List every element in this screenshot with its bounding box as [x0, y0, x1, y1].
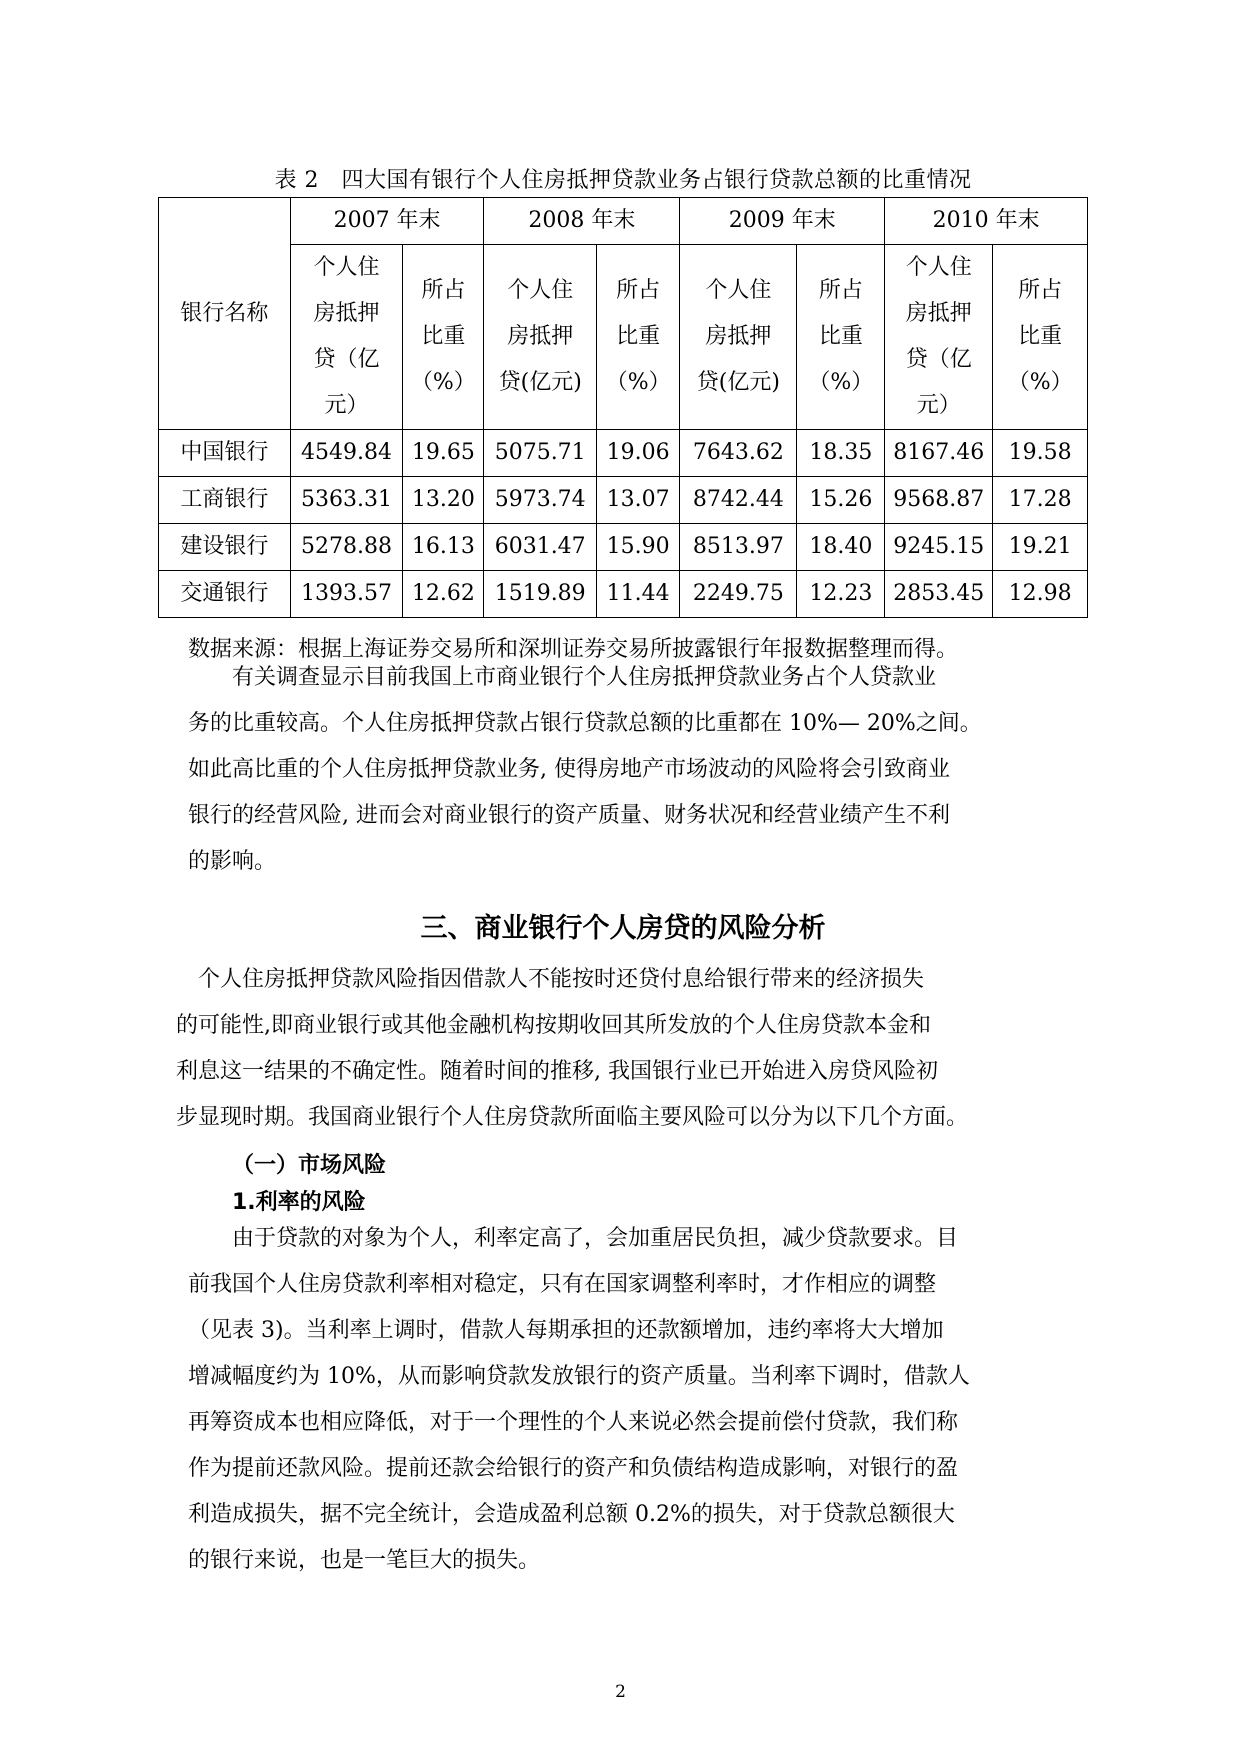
loan-amount-cell: 9245.15 — [885, 524, 993, 571]
subheading-market-risk: （一）市场风险 — [232, 1153, 387, 1178]
loan-amount-header — [484, 245, 597, 430]
paragraph-line: 利造成损失，据不完全统计，会造成盈利总额 0.2%的损失，对于贷款总额很大 — [188, 1502, 955, 1527]
header-line: 元） — [324, 393, 369, 418]
table-row — [159, 477, 1088, 524]
paragraph-line: 务的比重较高。个人住房抵押贷款占银行贷款总额的比重都在 10%— 20%之间。 — [188, 711, 982, 736]
share-cell: 13.20 — [403, 477, 484, 524]
paragraph-line: 再筹资成本也相应降低，对于一个理性的个人来说必然会提前偿付贷款，我们称 — [188, 1410, 959, 1435]
header-line: （%） — [808, 370, 874, 395]
source-note: 数据来源：根据上海证券交易所和深圳证券交易所披露银行年报数据整理而得。 — [188, 637, 959, 662]
share-cell: 19.06 — [597, 430, 680, 477]
header-line: （%） — [410, 370, 476, 395]
header-line: （%） — [1007, 370, 1073, 395]
table-caption: 表 2 四大国有银行个人住房抵押贷款业务占银行贷款总额的比重情况 — [274, 168, 972, 193]
table-row — [159, 524, 1088, 571]
share-cell: 12.23 — [797, 571, 885, 618]
share-cell: 18.35 — [797, 430, 885, 477]
header-line: 所占 — [818, 278, 863, 303]
paragraph-line: 的影响。 — [188, 849, 277, 874]
header-line: 所占 — [616, 278, 661, 303]
header-line: 元） — [916, 393, 961, 418]
loan-amount-header — [290, 245, 403, 430]
share-header — [993, 245, 1088, 430]
header-line: 所占 — [1018, 278, 1063, 303]
table-body — [159, 430, 1088, 618]
bank-name-cell: 建设银行 — [159, 524, 291, 571]
bank-name-cell: 中国银行 — [159, 430, 291, 477]
header-line: 房抵押 — [507, 324, 574, 349]
loan-amount-cell: 8513.97 — [680, 524, 797, 571]
header-line: 比重 — [818, 324, 863, 349]
header-line: 房抵押 — [905, 301, 972, 326]
share-header — [403, 245, 484, 430]
loan-amount-header — [885, 245, 993, 430]
bank-mortgage-table — [158, 197, 1088, 618]
paragraph-3 — [188, 1216, 1058, 1584]
header-line: 贷（亿 — [313, 347, 380, 372]
section-title: 三、商业银行个人房贷的风险分析 — [420, 913, 826, 944]
share-cell: 13.07 — [597, 477, 680, 524]
table-row — [159, 571, 1088, 618]
paragraph-2 — [176, 957, 1058, 1141]
share-cell: 16.13 — [403, 524, 484, 571]
paragraph-line: （见表 3)。当利率上调时，借款人每期承担的还款额增加，违约率将大大增加 — [188, 1318, 944, 1343]
loan-amount-cell: 2853.45 — [885, 571, 993, 618]
paragraph-line: 作为提前还款风险。提前还款会给银行的资产和负债结构造成影响，对银行的盈 — [188, 1456, 959, 1481]
share-cell: 12.98 — [993, 571, 1088, 618]
sub-header-row — [159, 245, 1088, 430]
loan-amount-cell: 1519.89 — [484, 571, 597, 618]
loan-amount-cell: 7643.62 — [680, 430, 797, 477]
loan-amount-cell: 8167.46 — [885, 430, 993, 477]
share-cell: 19.21 — [993, 524, 1088, 571]
year-header: 2007 年末 — [290, 198, 484, 245]
loan-amount-cell: 5278.88 — [290, 524, 403, 571]
paragraph-line: 如此高比重的个人住房抵押贷款业务, 使得房地产市场波动的风险将会引致商业 — [188, 757, 950, 782]
header-line: 房抵押 — [313, 301, 380, 326]
loan-amount-header — [680, 245, 797, 430]
loan-amount-cell: 8742.44 — [680, 477, 797, 524]
share-cell: 19.58 — [993, 430, 1088, 477]
loan-amount-cell: 9568.87 — [885, 477, 993, 524]
paragraph-line: 个人住房抵押贷款风险指因借款人不能按时还贷付息给银行带来的经济损失 — [176, 967, 925, 992]
bank-name-cell: 工商银行 — [159, 477, 291, 524]
loan-amount-cell: 6031.47 — [484, 524, 597, 571]
header-line: 贷（亿 — [905, 347, 972, 372]
bank-name-header: 银行名称 — [159, 198, 291, 430]
header-line: 比重 — [616, 324, 661, 349]
loan-amount-cell: 1393.57 — [290, 571, 403, 618]
paragraph-line: 的可能性,即商业银行或其他金融机构按期收回其所发放的个人住房贷款本金和 — [176, 1013, 931, 1038]
share-cell: 17.28 — [993, 477, 1088, 524]
share-cell: 12.62 — [403, 571, 484, 618]
share-header — [797, 245, 885, 430]
year-header: 2008 年末 — [484, 198, 680, 245]
share-header — [597, 245, 680, 430]
page-number: 2 — [615, 1682, 626, 1702]
year-header: 2009 年末 — [680, 198, 885, 245]
share-cell: 11.44 — [597, 571, 680, 618]
share-cell: 15.90 — [597, 524, 680, 571]
table-row — [159, 430, 1088, 477]
header-line: 个人住 — [905, 255, 972, 280]
header-line: 个人住 — [313, 255, 380, 280]
subheading-interest-risk: 1.利率的风险 — [232, 1190, 366, 1215]
header-line: 个人住 — [507, 278, 574, 303]
header-line: 个人住 — [705, 278, 772, 303]
loan-amount-cell: 5973.74 — [484, 477, 597, 524]
paragraph-line: 前我国个人住房贷款利率相对稳定，只有在国家调整利率时，才作相应的调整 — [188, 1272, 937, 1297]
share-cell: 18.40 — [797, 524, 885, 571]
paragraph-line: 由于贷款的对象为个人，利率定高了，会加重居民负担，减少贷款要求。目 — [188, 1226, 959, 1251]
bank-name-cell: 交通银行 — [159, 571, 291, 618]
header-line: 房抵押 — [705, 324, 772, 349]
loan-amount-cell: 5363.31 — [290, 477, 403, 524]
header-line: 比重 — [1018, 324, 1063, 349]
paragraph-1 — [188, 655, 1058, 885]
paragraph-line: 有关调查显示目前我国上市商业银行个人住房抵押贷款业务占个人贷款业 — [188, 665, 937, 690]
paragraph-line: 的银行来说，也是一笔巨大的损失。 — [188, 1548, 541, 1573]
paragraph-line: 步显现时期。我国商业银行个人住房贷款所面临主要风险可以分为以下几个方面。 — [176, 1105, 969, 1130]
year-header: 2010 年末 — [885, 198, 1088, 245]
share-cell: 15.26 — [797, 477, 885, 524]
header-line: 所占 — [421, 278, 466, 303]
paragraph-line: 银行的经营风险, 进而会对商业银行的资产质量、财务状况和经营业绩产生不利 — [188, 803, 950, 828]
header-line: （%） — [605, 370, 671, 395]
loan-amount-cell: 2249.75 — [680, 571, 797, 618]
header-line: 比重 — [421, 324, 466, 349]
paragraph-line: 增减幅度约为 10%，从而影响贷款发放银行的资产质量。当利率下调时，借款人 — [188, 1364, 970, 1389]
header-line: 贷(亿元) — [696, 370, 780, 395]
paragraph-line: 利息这一结果的不确定性。随着时间的推移, 我国银行业已开始进入房贷风险初 — [176, 1059, 938, 1084]
loan-amount-cell: 5075.71 — [484, 430, 597, 477]
loan-amount-cell: 4549.84 — [290, 430, 403, 477]
header-line: 贷(亿元) — [498, 370, 582, 395]
share-cell: 19.65 — [403, 430, 484, 477]
